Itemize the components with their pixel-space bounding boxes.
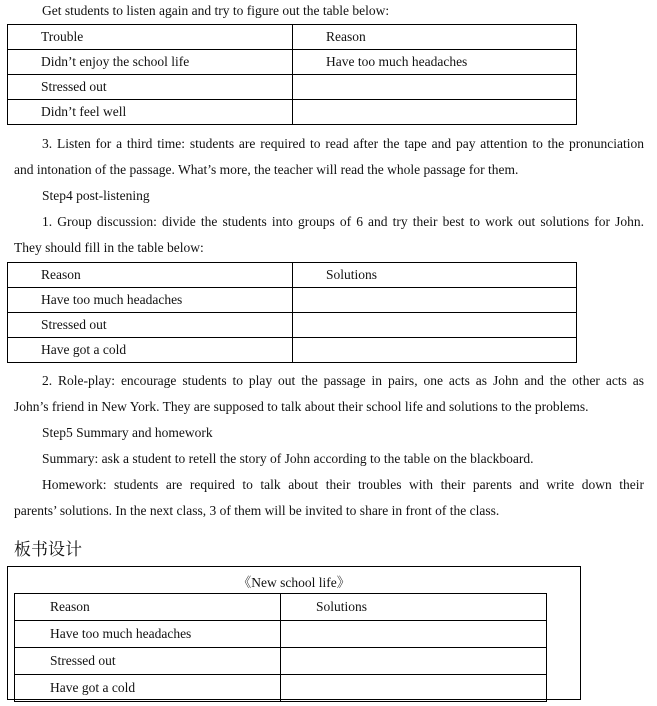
table-cell	[281, 621, 547, 648]
table-header-row	[15, 594, 547, 621]
intro-text: Get students to listen again and try to figure out the table below:	[42, 3, 390, 18]
table-cell	[293, 75, 577, 100]
blackboard-design-box	[7, 566, 581, 700]
table-cell	[293, 313, 577, 338]
step3-line-2: and intonation of the passage. What’s more, the teacher will read the whole passage for them.	[14, 162, 519, 177]
table-cell	[293, 338, 577, 363]
table-cell: Stressed out	[8, 313, 293, 338]
trouble-table	[7, 24, 577, 125]
table-cell: Didn’t enjoy the school life	[8, 50, 293, 75]
table-cell: Have too much headaches	[15, 621, 281, 648]
table-header-row	[8, 25, 577, 50]
step5-title: Step5 Summary and homework	[42, 425, 213, 440]
table-row	[15, 621, 547, 648]
table-cell: Stressed out	[15, 648, 281, 675]
homework-line-1: Homework: students are required to talk about their troubles with their parents and write down their	[42, 477, 644, 492]
table-row	[8, 75, 577, 100]
group-line-2: They should fill in the table below:	[14, 240, 204, 255]
group-line-1: 1. Group discussion: divide the students into groups of 6 and try their best to work out solutions for John.	[42, 214, 644, 229]
table-row	[8, 50, 577, 75]
table-cell	[293, 288, 577, 313]
table-cell: Have got a cold	[15, 675, 281, 702]
table-cell: Have too much headaches	[293, 50, 577, 75]
table-header-cell: Reason	[8, 263, 293, 288]
table-row	[15, 675, 547, 702]
board-table	[14, 593, 547, 702]
roleplay-line-1: 2. Role-play: encourage students to play out the passage in pairs, one acts as John and the other acts as	[42, 373, 644, 388]
table-cell: Stressed out	[8, 75, 293, 100]
table-header-cell: Reason	[293, 25, 577, 50]
table-cell: Have got a cold	[8, 338, 293, 363]
board-design-heading: 板书设计	[14, 540, 82, 560]
step3-line-1: 3. Listen for a third time: students are required to read after the tape and pay attention to the pronunciation	[42, 136, 644, 151]
table-cell: Have too much headaches	[8, 288, 293, 313]
solutions-table	[7, 262, 577, 363]
homework-line-2: parents’ solutions. In the next class, 3 of them will be invited to share in front of the class.	[14, 503, 500, 518]
summary-text: Summary: ask a student to retell the story of John according to the table on the blackboard.	[42, 451, 534, 466]
table-row	[8, 338, 577, 363]
table-header-row	[8, 263, 577, 288]
table-row	[8, 100, 577, 125]
step4-title: Step4 post-listening	[42, 188, 150, 203]
table-header-cell: Reason	[15, 594, 281, 621]
table-row	[8, 313, 577, 338]
table-header-cell: Solutions	[281, 594, 547, 621]
table-header-cell: Trouble	[8, 25, 293, 50]
table-cell: Didn’t feel well	[8, 100, 293, 125]
table-header-cell: Solutions	[293, 263, 577, 288]
table-row	[8, 288, 577, 313]
roleplay-line-2: John’s friend in New York. They are supposed to talk about their school life and solutions to the problems.	[14, 399, 589, 414]
table-cell	[281, 675, 547, 702]
board-title: 《New school life》	[237, 575, 351, 590]
table-cell	[293, 100, 577, 125]
table-cell	[281, 648, 547, 675]
table-row	[15, 648, 547, 675]
